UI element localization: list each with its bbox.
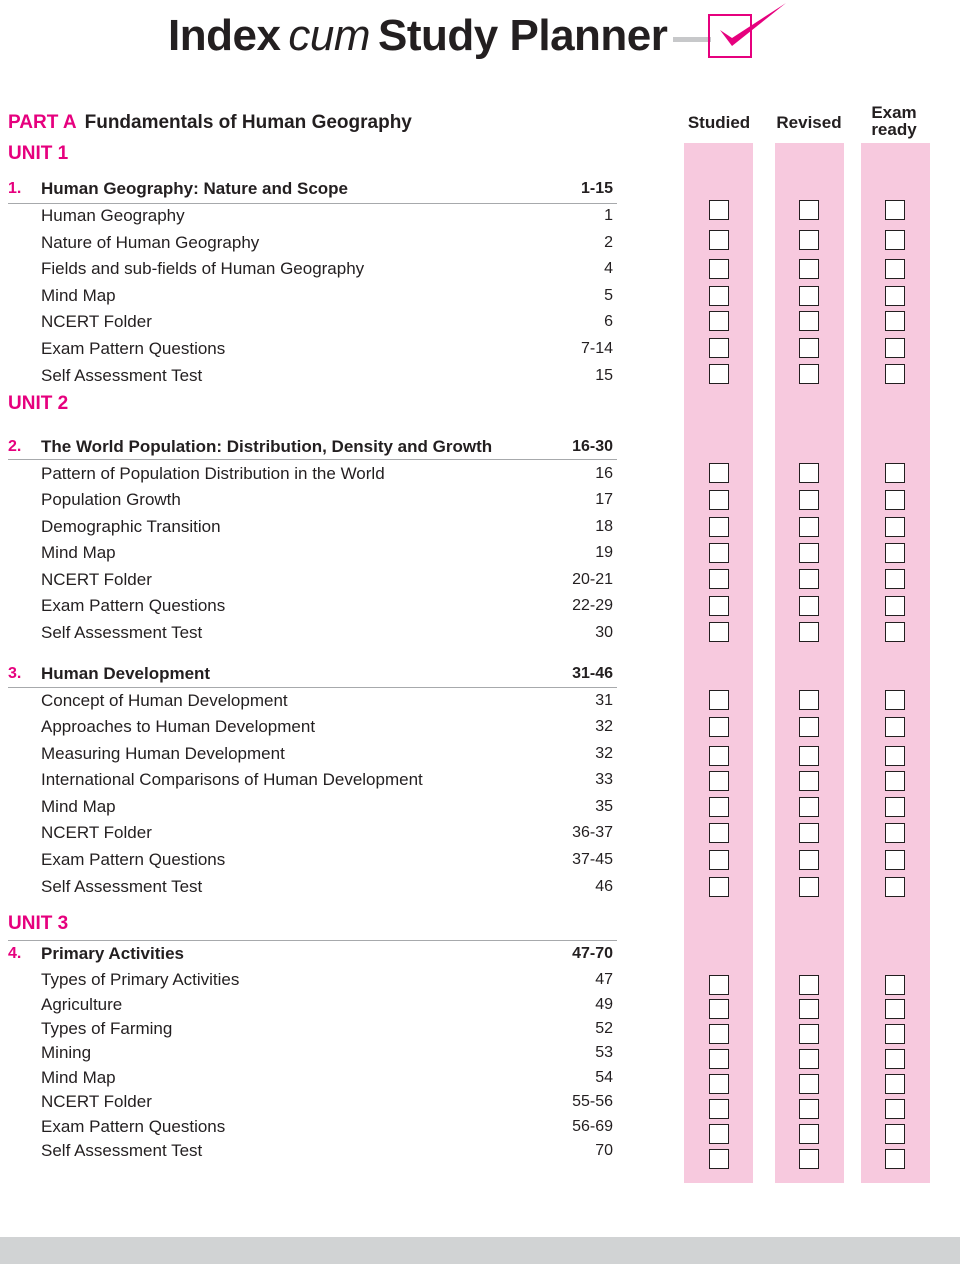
checkbox-revised-2-2[interactable] (799, 490, 819, 510)
checkbox-revised-3-1[interactable] (799, 690, 819, 710)
checkbox-studied-2-4[interactable] (709, 543, 729, 563)
checkbox-studied-4-2[interactable] (709, 999, 729, 1019)
checkbox-revised-1-7[interactable] (799, 364, 819, 384)
checkbox-studied-1-3[interactable] (709, 259, 729, 279)
topic-2-1-page: 16 (595, 465, 613, 482)
topic-2-5-page: 20-21 (572, 571, 613, 588)
topic-1-7-page: 15 (595, 367, 613, 384)
checkbox-exam-ready-4-5[interactable] (885, 1074, 905, 1094)
checkbox-revised-4-3[interactable] (799, 1024, 819, 1044)
topic-1-6: Exam Pattern Questions (41, 339, 226, 358)
topic-2-6-page: 22-29 (572, 597, 613, 614)
checkbox-studied-4-3[interactable] (709, 1024, 729, 1044)
exam-ready-line1: Exam (871, 103, 917, 122)
checkbox-studied-4-7[interactable] (709, 1124, 729, 1144)
checkbox-exam-ready-3-5[interactable] (885, 797, 905, 817)
checkbox-exam-ready-2-5[interactable] (885, 569, 905, 589)
topic-1-4-page: 5 (604, 287, 613, 304)
checkbox-studied-3-4[interactable] (709, 771, 729, 791)
topic-3-7-page: 37-45 (572, 851, 613, 868)
chapter-2-number: 2. (8, 438, 22, 455)
topic-1-2: Nature of Human Geography (41, 233, 260, 252)
topic-4-8-page: 70 (595, 1142, 613, 1159)
title-index: Index (168, 11, 281, 60)
checkbox-exam-ready-2-3[interactable] (885, 517, 905, 537)
topic-2-1: Pattern of Population Distribution in the World (41, 464, 385, 483)
chapter-4-number: 4. (8, 945, 22, 962)
unit-3-rule (8, 940, 617, 941)
exam-ready-column-header (861, 104, 927, 138)
topic-3-8-page: 46 (595, 878, 613, 895)
part-label: PART A (8, 112, 77, 133)
checkbox-exam-ready-1-3[interactable] (885, 259, 905, 279)
topic-4-2: Agriculture (41, 995, 123, 1014)
topic-3-2-page: 32 (595, 718, 613, 735)
checkbox-revised-4-5[interactable] (799, 1074, 819, 1094)
checkbox-revised-1-6[interactable] (799, 338, 819, 358)
checkbox-revised-4-8[interactable] (799, 1149, 819, 1169)
topic-1-1: Human Geography (41, 206, 185, 225)
checkbox-studied-1-5[interactable] (709, 311, 729, 331)
topic-2-3: Demographic Transition (41, 517, 221, 536)
checkbox-revised-2-1[interactable] (799, 463, 819, 483)
chapter-1-title: Human Geography: Nature and Scope (41, 179, 348, 198)
topic-1-6-page: 7-14 (580, 340, 613, 357)
exam-ready-line2: ready (871, 120, 917, 139)
topic-3-4-page: 33 (595, 771, 613, 788)
checkbox-exam-ready-3-7[interactable] (885, 850, 905, 870)
checkbox-studied-3-3[interactable] (709, 746, 729, 766)
checkbox-revised-1-1[interactable] (799, 200, 819, 220)
checkbox-exam-ready-1-2[interactable] (885, 230, 905, 250)
topic-4-2-page: 49 (595, 996, 613, 1013)
unit-3-heading: UNIT 3 (8, 913, 69, 934)
checkbox-revised-3-5[interactable] (799, 797, 819, 817)
checkbox-studied-2-2[interactable] (709, 490, 729, 510)
checkbox-exam-ready-4-4[interactable] (885, 1049, 905, 1069)
topic-3-3: Measuring Human Development (41, 744, 285, 763)
checkbox-studied-4-8[interactable] (709, 1149, 729, 1169)
checkbox-revised-3-4[interactable] (799, 771, 819, 791)
checkbox-studied-2-6[interactable] (709, 596, 729, 616)
checkbox-studied-3-1[interactable] (709, 690, 729, 710)
topic-2-4: Mind Map (41, 543, 116, 562)
checkbox-exam-ready-2-1[interactable] (885, 463, 905, 483)
checkbox-exam-ready-4-7[interactable] (885, 1124, 905, 1144)
checkbox-revised-2-4[interactable] (799, 543, 819, 563)
topic-2-5: NCERT Folder (41, 570, 152, 589)
checkbox-studied-1-2[interactable] (709, 230, 729, 250)
checkbox-exam-ready-3-8[interactable] (885, 877, 905, 897)
checkbox-exam-ready-1-5[interactable] (885, 311, 905, 331)
part-heading (8, 112, 412, 134)
topic-4-1: Types of Primary Activities (41, 970, 240, 989)
checkbox-exam-ready-4-3[interactable] (885, 1024, 905, 1044)
checkbox-revised-3-6[interactable] (799, 823, 819, 843)
checkbox-exam-ready-2-2[interactable] (885, 490, 905, 510)
checkbox-exam-ready-3-4[interactable] (885, 771, 905, 791)
topic-3-1: Concept of Human Development (41, 691, 288, 710)
topic-4-4-page: 53 (595, 1044, 613, 1061)
chapter-2-title: The World Population: Distribution, Density and Growth (41, 437, 493, 456)
checkbox-studied-4-4[interactable] (709, 1049, 729, 1069)
topic-3-5: Mind Map (41, 797, 116, 816)
page-title (168, 8, 667, 64)
checkbox-exam-ready-1-4[interactable] (885, 286, 905, 306)
title-cum: cum (288, 11, 371, 60)
checkbox-revised-3-8[interactable] (799, 877, 819, 897)
revised-column-header: Revised (776, 113, 842, 132)
checkbox-exam-ready-4-8[interactable] (885, 1149, 905, 1169)
checkbox-studied-3-2[interactable] (709, 717, 729, 737)
topic-4-5: Mind Map (41, 1068, 116, 1087)
checkbox-revised-3-2[interactable] (799, 717, 819, 737)
checkbox-studied-2-7[interactable] (709, 622, 729, 642)
topic-3-3-page: 32 (595, 745, 613, 762)
checkbox-revised-2-7[interactable] (799, 622, 819, 642)
topic-1-7: Self Assessment Test (41, 366, 203, 385)
checkbox-revised-2-6[interactable] (799, 596, 819, 616)
checkbox-exam-ready-4-2[interactable] (885, 999, 905, 1019)
checkbox-revised-4-1[interactable] (799, 975, 819, 995)
checkbox-revised-1-4[interactable] (799, 286, 819, 306)
chapter-1-number: 1. (8, 180, 22, 197)
footer-bar (0, 1237, 960, 1264)
topic-4-6: NCERT Folder (41, 1092, 152, 1111)
chapter-2-pages: 16-30 (572, 438, 613, 455)
checkmark-icon (706, 0, 790, 62)
topic-2-2: Population Growth (41, 490, 181, 509)
topic-4-8: Self Assessment Test (41, 1141, 203, 1160)
studied-column-header: Studied (687, 113, 751, 132)
topic-4-7-page: 56-69 (572, 1118, 613, 1135)
checkbox-exam-ready-4-6[interactable] (885, 1099, 905, 1119)
checkbox-revised-2-3[interactable] (799, 517, 819, 537)
checkbox-revised-3-3[interactable] (799, 746, 819, 766)
checkbox-studied-4-6[interactable] (709, 1099, 729, 1119)
checkbox-exam-ready-2-4[interactable] (885, 543, 905, 563)
topic-1-5: NCERT Folder (41, 312, 152, 331)
checkbox-exam-ready-3-6[interactable] (885, 823, 905, 843)
topic-4-6-page: 55-56 (572, 1093, 613, 1110)
topic-4-3: Types of Farming (41, 1019, 173, 1038)
checkbox-revised-1-3[interactable] (799, 259, 819, 279)
topic-3-1-page: 31 (595, 692, 613, 709)
checkbox-revised-1-5[interactable] (799, 311, 819, 331)
chapter-2-rule (8, 459, 617, 460)
checkbox-studied-2-5[interactable] (709, 569, 729, 589)
checkbox-revised-3-7[interactable] (799, 850, 819, 870)
checkbox-revised-4-4[interactable] (799, 1049, 819, 1069)
topic-2-7: Self Assessment Test (41, 623, 203, 642)
checkbox-revised-1-2[interactable] (799, 230, 819, 250)
topic-2-3-page: 18 (595, 518, 613, 535)
chapter-3-rule (8, 687, 617, 688)
chapter-3-pages: 31-46 (572, 665, 613, 682)
checkbox-revised-4-6[interactable] (799, 1099, 819, 1119)
title-study-planner: Study Planner (378, 11, 668, 60)
checkbox-exam-ready-3-2[interactable] (885, 717, 905, 737)
topic-1-3: Fields and sub-fields of Human Geography (41, 259, 365, 278)
topic-2-2-page: 17 (595, 491, 613, 508)
topic-3-4: International Comparisons of Human Development (41, 770, 423, 789)
chapter-3-title: Human Development (41, 664, 211, 683)
checkbox-studied-3-6[interactable] (709, 823, 729, 843)
checkbox-studied-4-5[interactable] (709, 1074, 729, 1094)
topic-1-5-page: 6 (604, 313, 613, 330)
topic-2-4-page: 19 (595, 544, 613, 561)
topic-4-5-page: 54 (595, 1069, 613, 1086)
checkbox-exam-ready-3-3[interactable] (885, 746, 905, 766)
topic-1-2-page: 2 (604, 234, 613, 251)
checkbox-exam-ready-2-7[interactable] (885, 622, 905, 642)
topic-3-6-page: 36-37 (572, 824, 613, 841)
checkbox-revised-4-7[interactable] (799, 1124, 819, 1144)
topic-4-1-page: 47 (595, 971, 613, 988)
topic-3-2: Approaches to Human Development (41, 717, 316, 736)
topic-1-4: Mind Map (41, 286, 116, 305)
checkbox-studied-2-3[interactable] (709, 517, 729, 537)
topic-1-1-page: 1 (604, 207, 613, 224)
checkbox-exam-ready-4-1[interactable] (885, 975, 905, 995)
topic-3-7: Exam Pattern Questions (41, 850, 226, 869)
checkbox-studied-3-5[interactable] (709, 797, 729, 817)
topic-4-7: Exam Pattern Questions (41, 1117, 226, 1136)
chapter-3-number: 3. (8, 665, 22, 682)
checkbox-exam-ready-1-1[interactable] (885, 200, 905, 220)
checkbox-studied-1-1[interactable] (709, 200, 729, 220)
checkbox-studied-3-7[interactable] (709, 850, 729, 870)
unit-2-heading: UNIT 2 (8, 393, 69, 414)
topic-3-5-page: 35 (595, 798, 613, 815)
chapter-4-title: Primary Activities (41, 944, 184, 963)
topic-3-6: NCERT Folder (41, 823, 152, 842)
checkbox-revised-4-2[interactable] (799, 999, 819, 1019)
topic-3-8: Self Assessment Test (41, 877, 203, 896)
checkbox-revised-2-5[interactable] (799, 569, 819, 589)
topic-1-3-page: 4 (604, 260, 613, 277)
topic-2-6: Exam Pattern Questions (41, 596, 226, 615)
chapter-4-pages: 47-70 (572, 945, 613, 962)
topic-4-4: Mining (41, 1043, 92, 1062)
checkbox-studied-3-8[interactable] (709, 877, 729, 897)
checkbox-studied-2-1[interactable] (709, 463, 729, 483)
topic-2-7-page: 30 (595, 624, 613, 641)
checkbox-studied-1-7[interactable] (709, 364, 729, 384)
chapter-1-rule (8, 203, 617, 204)
checkbox-studied-1-4[interactable] (709, 286, 729, 306)
topic-4-3-page: 52 (595, 1020, 613, 1037)
part-title: Fundamentals of Human Geography (84, 112, 412, 133)
unit-1-heading: UNIT 1 (8, 143, 69, 164)
checkbox-exam-ready-3-1[interactable] (885, 690, 905, 710)
chapter-1-pages: 1-15 (580, 180, 613, 197)
checkbox-studied-4-1[interactable] (709, 975, 729, 995)
checkbox-exam-ready-1-6[interactable] (885, 338, 905, 358)
checkbox-studied-1-6[interactable] (709, 338, 729, 358)
checkbox-exam-ready-1-7[interactable] (885, 364, 905, 384)
checkbox-exam-ready-2-6[interactable] (885, 596, 905, 616)
